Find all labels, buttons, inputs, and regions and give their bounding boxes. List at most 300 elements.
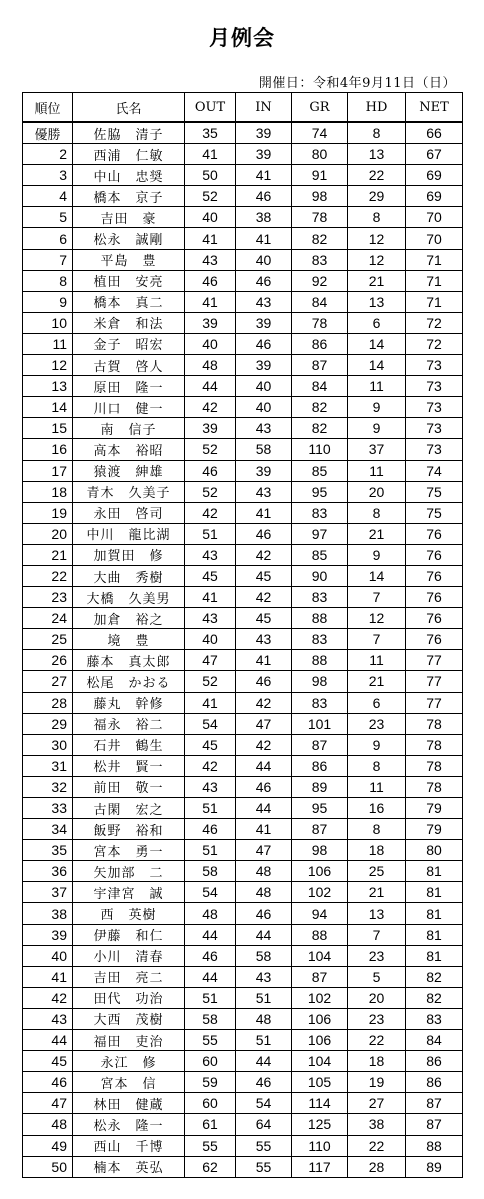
name-cell: 石井 鶴生 <box>73 734 185 755</box>
rank-cell: 48 <box>23 1114 73 1135</box>
in-cell: 46 <box>236 270 292 291</box>
out-cell: 51 <box>185 523 236 544</box>
table-row <box>23 397 463 418</box>
net-cell: 73 <box>406 355 463 376</box>
out-cell: 60 <box>185 1093 236 1114</box>
rank-cell: 41 <box>23 966 73 987</box>
out-cell: 45 <box>185 565 236 586</box>
rank-cell: 14 <box>23 397 73 418</box>
table-row <box>23 1008 463 1029</box>
rank-cell: 4 <box>23 186 73 207</box>
hd-cell: 22 <box>348 1030 406 1051</box>
table-row <box>23 819 463 840</box>
in-cell: 55 <box>236 1135 292 1156</box>
net-cell: 88 <box>406 1135 463 1156</box>
table-row <box>23 650 463 671</box>
hd-cell: 14 <box>348 565 406 586</box>
table-row <box>23 966 463 987</box>
header-gr: GR <box>292 93 348 123</box>
rank-cell: 22 <box>23 565 73 586</box>
name-cell: 中川 龍比湖 <box>73 523 185 544</box>
table-row <box>23 1114 463 1135</box>
hd-cell: 22 <box>348 165 406 186</box>
in-cell: 46 <box>236 1072 292 1093</box>
rank-cell: 優勝 <box>23 122 73 144</box>
name-cell: 藤本 真太郎 <box>73 650 185 671</box>
rank-cell: 26 <box>23 650 73 671</box>
net-cell: 86 <box>406 1072 463 1093</box>
hd-cell: 14 <box>348 355 406 376</box>
rank-cell: 43 <box>23 1008 73 1029</box>
hd-cell: 9 <box>348 418 406 439</box>
rank-cell: 32 <box>23 776 73 797</box>
table-row <box>23 798 463 819</box>
gr-cell: 91 <box>292 165 348 186</box>
rank-cell: 36 <box>23 861 73 882</box>
rank-cell: 6 <box>23 228 73 249</box>
in-cell: 41 <box>236 650 292 671</box>
in-cell: 45 <box>236 565 292 586</box>
table-row <box>23 945 463 966</box>
net-cell: 79 <box>406 798 463 819</box>
hd-cell: 21 <box>348 270 406 291</box>
rank-cell: 7 <box>23 249 73 270</box>
hd-cell: 21 <box>348 882 406 903</box>
rank-cell: 44 <box>23 1030 73 1051</box>
gr-cell: 87 <box>292 355 348 376</box>
hd-cell: 27 <box>348 1093 406 1114</box>
name-cell: 松永 誠剛 <box>73 228 185 249</box>
net-cell: 77 <box>406 692 463 713</box>
table-row <box>23 460 463 481</box>
gr-cell: 105 <box>292 1072 348 1093</box>
table-row <box>23 565 463 586</box>
name-cell: 前田 敬一 <box>73 776 185 797</box>
rank-cell: 33 <box>23 798 73 819</box>
in-cell: 44 <box>236 1051 292 1072</box>
out-cell: 58 <box>185 1008 236 1029</box>
rank-cell: 2 <box>23 144 73 165</box>
out-cell: 58 <box>185 861 236 882</box>
rank-cell: 45 <box>23 1051 73 1072</box>
hd-cell: 9 <box>348 397 406 418</box>
name-cell: 橋本 京子 <box>73 186 185 207</box>
name-cell: 飯野 裕和 <box>73 819 185 840</box>
hd-cell: 23 <box>348 1008 406 1029</box>
hd-cell: 11 <box>348 460 406 481</box>
table-row <box>23 776 463 797</box>
in-cell: 51 <box>236 987 292 1008</box>
net-cell: 81 <box>406 861 463 882</box>
hd-cell: 8 <box>348 819 406 840</box>
gr-cell: 88 <box>292 608 348 629</box>
table-row <box>23 312 463 333</box>
name-cell: 楠本 英弘 <box>73 1156 185 1177</box>
out-cell: 62 <box>185 1156 236 1177</box>
out-cell: 47 <box>185 650 236 671</box>
in-cell: 40 <box>236 249 292 270</box>
gr-cell: 106 <box>292 1030 348 1051</box>
out-cell: 59 <box>185 1072 236 1093</box>
out-cell: 44 <box>185 376 236 397</box>
hd-cell: 6 <box>348 692 406 713</box>
rank-cell: 13 <box>23 376 73 397</box>
out-cell: 41 <box>185 228 236 249</box>
results-table <box>22 92 463 1178</box>
gr-cell: 84 <box>292 291 348 312</box>
net-cell: 72 <box>406 312 463 333</box>
header-out: OUT <box>185 93 236 123</box>
name-cell: 福永 裕二 <box>73 713 185 734</box>
hd-cell: 8 <box>348 502 406 523</box>
rank-cell: 19 <box>23 502 73 523</box>
table-body <box>23 122 463 1177</box>
net-cell: 80 <box>406 840 463 861</box>
gr-cell: 88 <box>292 650 348 671</box>
net-cell: 73 <box>406 418 463 439</box>
hd-cell: 18 <box>348 1051 406 1072</box>
in-cell: 48 <box>236 1008 292 1029</box>
out-cell: 35 <box>185 122 236 144</box>
name-cell: 大橋 久美男 <box>73 587 185 608</box>
event-date: 開催日：令和4年9月11日（日） <box>258 76 456 91</box>
rank-cell: 49 <box>23 1135 73 1156</box>
in-cell: 42 <box>236 587 292 608</box>
hd-cell: 23 <box>348 713 406 734</box>
rank-cell: 46 <box>23 1072 73 1093</box>
hd-cell: 25 <box>348 861 406 882</box>
hd-cell: 16 <box>348 798 406 819</box>
name-cell: 古賀 啓人 <box>73 355 185 376</box>
gr-cell: 85 <box>292 544 348 565</box>
in-cell: 44 <box>236 755 292 776</box>
rank-cell: 31 <box>23 755 73 776</box>
table-row <box>23 439 463 460</box>
rank-cell: 9 <box>23 291 73 312</box>
in-cell: 39 <box>236 122 292 144</box>
table-row <box>23 270 463 291</box>
header-rank: 順位 <box>23 93 73 123</box>
net-cell: 76 <box>406 565 463 586</box>
in-cell: 39 <box>236 144 292 165</box>
name-cell: 大西 茂樹 <box>73 1008 185 1029</box>
rank-cell: 23 <box>23 587 73 608</box>
table-header-row <box>23 93 463 123</box>
net-cell: 75 <box>406 481 463 502</box>
name-cell: 中山 忠奨 <box>73 165 185 186</box>
in-cell: 43 <box>236 481 292 502</box>
net-cell: 82 <box>406 966 463 987</box>
in-cell: 42 <box>236 734 292 755</box>
table-row <box>23 587 463 608</box>
gr-cell: 104 <box>292 945 348 966</box>
out-cell: 42 <box>185 755 236 776</box>
out-cell: 44 <box>185 966 236 987</box>
net-cell: 78 <box>406 713 463 734</box>
table-row <box>23 713 463 734</box>
out-cell: 60 <box>185 1051 236 1072</box>
table-row <box>23 186 463 207</box>
header-hd: HD <box>348 93 406 123</box>
out-cell: 42 <box>185 502 236 523</box>
in-cell: 45 <box>236 608 292 629</box>
net-cell: 87 <box>406 1093 463 1114</box>
table-row <box>23 882 463 903</box>
gr-cell: 82 <box>292 397 348 418</box>
gr-cell: 110 <box>292 1135 348 1156</box>
table-row <box>23 629 463 650</box>
net-cell: 69 <box>406 186 463 207</box>
net-cell: 82 <box>406 987 463 1008</box>
name-cell: 松尾 かおる <box>73 671 185 692</box>
name-cell: 永江 修 <box>73 1051 185 1072</box>
in-cell: 54 <box>236 1093 292 1114</box>
rank-cell: 24 <box>23 608 73 629</box>
in-cell: 39 <box>236 460 292 481</box>
net-cell: 76 <box>406 523 463 544</box>
rank-cell: 50 <box>23 1156 73 1177</box>
table-row <box>23 333 463 354</box>
in-cell: 46 <box>236 186 292 207</box>
gr-cell: 102 <box>292 987 348 1008</box>
net-cell: 70 <box>406 207 463 228</box>
hd-cell: 28 <box>348 1156 406 1177</box>
net-cell: 81 <box>406 882 463 903</box>
gr-cell: 83 <box>292 629 348 650</box>
out-cell: 51 <box>185 987 236 1008</box>
in-cell: 40 <box>236 376 292 397</box>
hd-cell: 9 <box>348 544 406 565</box>
gr-cell: 86 <box>292 333 348 354</box>
table-row <box>23 1135 463 1156</box>
gr-cell: 110 <box>292 439 348 460</box>
table-row <box>23 481 463 502</box>
rank-cell: 11 <box>23 333 73 354</box>
gr-cell: 83 <box>292 502 348 523</box>
hd-cell: 13 <box>348 291 406 312</box>
in-cell: 64 <box>236 1114 292 1135</box>
table-row <box>23 671 463 692</box>
hd-cell: 8 <box>348 207 406 228</box>
out-cell: 46 <box>185 270 236 291</box>
hd-cell: 11 <box>348 376 406 397</box>
in-cell: 41 <box>236 502 292 523</box>
net-cell: 77 <box>406 671 463 692</box>
gr-cell: 95 <box>292 798 348 819</box>
out-cell: 54 <box>185 882 236 903</box>
name-cell: 西山 千博 <box>73 1135 185 1156</box>
net-cell: 71 <box>406 249 463 270</box>
hd-cell: 20 <box>348 481 406 502</box>
out-cell: 40 <box>185 207 236 228</box>
hd-cell: 11 <box>348 650 406 671</box>
name-cell: 佐脇 清子 <box>73 122 185 144</box>
out-cell: 54 <box>185 713 236 734</box>
rank-cell: 29 <box>23 713 73 734</box>
net-cell: 81 <box>406 945 463 966</box>
gr-cell: 90 <box>292 565 348 586</box>
in-cell: 42 <box>236 692 292 713</box>
gr-cell: 86 <box>292 755 348 776</box>
in-cell: 58 <box>236 945 292 966</box>
rank-cell: 3 <box>23 165 73 186</box>
name-cell: 藤丸 幹修 <box>73 692 185 713</box>
name-cell: 小川 清春 <box>73 945 185 966</box>
gr-cell: 106 <box>292 1008 348 1029</box>
net-cell: 71 <box>406 270 463 291</box>
table-row <box>23 987 463 1008</box>
rank-cell: 47 <box>23 1093 73 1114</box>
gr-cell: 87 <box>292 819 348 840</box>
in-cell: 43 <box>236 291 292 312</box>
header-in: IN <box>236 93 292 123</box>
hd-cell: 38 <box>348 1114 406 1135</box>
name-cell: 宇津宮 誠 <box>73 882 185 903</box>
table-row <box>23 903 463 924</box>
name-cell: 松井 賢一 <box>73 755 185 776</box>
table-row <box>23 144 463 165</box>
rank-cell: 21 <box>23 544 73 565</box>
in-cell: 42 <box>236 544 292 565</box>
in-cell: 46 <box>236 523 292 544</box>
table-row <box>23 355 463 376</box>
rank-cell: 39 <box>23 924 73 945</box>
out-cell: 41 <box>185 291 236 312</box>
table-row <box>23 249 463 270</box>
name-cell: 植田 安亮 <box>73 270 185 291</box>
rank-cell: 16 <box>23 439 73 460</box>
table-row <box>23 1030 463 1051</box>
in-cell: 55 <box>236 1156 292 1177</box>
gr-cell: 89 <box>292 776 348 797</box>
name-cell: 川口 健一 <box>73 397 185 418</box>
gr-cell: 78 <box>292 312 348 333</box>
net-cell: 86 <box>406 1051 463 1072</box>
gr-cell: 94 <box>292 903 348 924</box>
hd-cell: 22 <box>348 1135 406 1156</box>
gr-cell: 78 <box>292 207 348 228</box>
net-cell: 78 <box>406 755 463 776</box>
name-cell: 宮本 信 <box>73 1072 185 1093</box>
name-cell: 原田 隆一 <box>73 376 185 397</box>
hd-cell: 5 <box>348 966 406 987</box>
hd-cell: 19 <box>348 1072 406 1093</box>
out-cell: 52 <box>185 186 236 207</box>
in-cell: 46 <box>236 671 292 692</box>
name-cell: 永田 啓司 <box>73 502 185 523</box>
gr-cell: 87 <box>292 734 348 755</box>
hd-cell: 8 <box>348 122 406 144</box>
out-cell: 41 <box>185 144 236 165</box>
out-cell: 52 <box>185 439 236 460</box>
in-cell: 46 <box>236 776 292 797</box>
name-cell: 田代 功治 <box>73 987 185 1008</box>
net-cell: 78 <box>406 776 463 797</box>
hd-cell: 12 <box>348 228 406 249</box>
hd-cell: 12 <box>348 608 406 629</box>
name-cell: 吉田 亮二 <box>73 966 185 987</box>
out-cell: 46 <box>185 945 236 966</box>
name-cell: 古閑 宏之 <box>73 798 185 819</box>
in-cell: 40 <box>236 397 292 418</box>
in-cell: 51 <box>236 1030 292 1051</box>
gr-cell: 83 <box>292 587 348 608</box>
in-cell: 44 <box>236 798 292 819</box>
hd-cell: 7 <box>348 924 406 945</box>
rank-cell: 30 <box>23 734 73 755</box>
net-cell: 74 <box>406 460 463 481</box>
in-cell: 48 <box>236 882 292 903</box>
out-cell: 41 <box>185 587 236 608</box>
out-cell: 43 <box>185 249 236 270</box>
out-cell: 55 <box>185 1030 236 1051</box>
in-cell: 46 <box>236 333 292 354</box>
gr-cell: 84 <box>292 376 348 397</box>
out-cell: 48 <box>185 903 236 924</box>
name-cell: 林田 健蔵 <box>73 1093 185 1114</box>
in-cell: 43 <box>236 418 292 439</box>
table-row <box>23 755 463 776</box>
table-row <box>23 376 463 397</box>
table-row <box>23 840 463 861</box>
net-cell: 73 <box>406 397 463 418</box>
gr-cell: 114 <box>292 1093 348 1114</box>
gr-cell: 74 <box>292 122 348 144</box>
hd-cell: 11 <box>348 776 406 797</box>
in-cell: 41 <box>236 165 292 186</box>
net-cell: 67 <box>406 144 463 165</box>
out-cell: 41 <box>185 692 236 713</box>
net-cell: 76 <box>406 608 463 629</box>
name-cell: 福田 吏治 <box>73 1030 185 1051</box>
out-cell: 42 <box>185 397 236 418</box>
out-cell: 51 <box>185 840 236 861</box>
name-cell: 平島 豊 <box>73 249 185 270</box>
rank-cell: 38 <box>23 903 73 924</box>
table-row <box>23 291 463 312</box>
out-cell: 44 <box>185 924 236 945</box>
rank-cell: 42 <box>23 987 73 1008</box>
in-cell: 58 <box>236 439 292 460</box>
name-cell: 橋本 真二 <box>73 291 185 312</box>
gr-cell: 101 <box>292 713 348 734</box>
table-row <box>23 1156 463 1177</box>
rank-cell: 25 <box>23 629 73 650</box>
gr-cell: 102 <box>292 882 348 903</box>
name-cell: 境 豊 <box>73 629 185 650</box>
net-cell: 73 <box>406 439 463 460</box>
name-cell: 高本 裕昭 <box>73 439 185 460</box>
gr-cell: 117 <box>292 1156 348 1177</box>
name-cell: 西浦 仁敏 <box>73 144 185 165</box>
hd-cell: 7 <box>348 587 406 608</box>
table-row <box>23 924 463 945</box>
gr-cell: 88 <box>292 924 348 945</box>
rank-cell: 17 <box>23 460 73 481</box>
out-cell: 48 <box>185 355 236 376</box>
net-cell: 72 <box>406 333 463 354</box>
out-cell: 39 <box>185 312 236 333</box>
hd-cell: 21 <box>348 671 406 692</box>
table-row <box>23 1072 463 1093</box>
table-row <box>23 1051 463 1072</box>
table-row <box>23 418 463 439</box>
gr-cell: 97 <box>292 523 348 544</box>
table-row <box>23 207 463 228</box>
out-cell: 50 <box>185 165 236 186</box>
net-cell: 78 <box>406 734 463 755</box>
rank-cell: 35 <box>23 840 73 861</box>
